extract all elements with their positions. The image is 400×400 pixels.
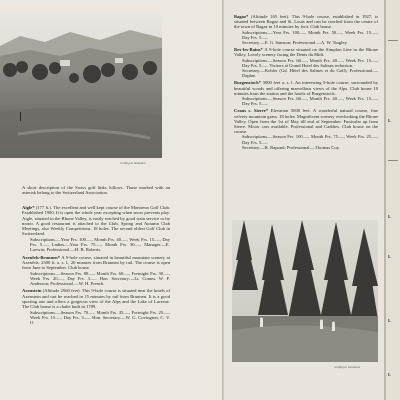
entry-name: Burgenstock*	[234, 80, 262, 86]
middle-page	[224, 0, 384, 400]
entry-desc: 3000 feet a. s. l. An interesting 9-hole course, surrounded by beautiful woods and offering marvellous views of the Alps. Club house 10 minutes from the station and the hotels of Burgenstock.	[234, 80, 378, 96]
entry-name: Axenstein	[22, 288, 42, 294]
photo-bottom-caption: Golfing at Lausanne	[334, 365, 361, 369]
entry-burgenstock	[234, 80, 378, 106]
entry-name: Crans s. Sierre*	[234, 108, 269, 114]
entry-subscription: Subscriptions.—Season Frs. 100.—, Month Frs. 75.—, Week Frs. 25.—, Day Frs. 5.—.	[242, 134, 378, 145]
entry-crans	[234, 108, 378, 150]
entry-secretary: Secretary.—E. G. Samson; Professional.—A. W. Tingley.	[242, 40, 348, 46]
photo-top-caption: Golfing at Samaden	[120, 161, 146, 165]
edge-letter: L	[388, 372, 392, 377]
intro-paragraph: A short description of the Swiss golf links follows. Those marked with an asterisk belong to the Switzerland Association.	[22, 185, 170, 196]
entry-name: Bex-les-Bains*	[234, 47, 263, 53]
entry-subscription: Subscriptions.—Season Frs. 60.—, Month Frs. 40.—, Week Frs. 15.—, Day Frs. 5.—. Visitors at Grand Hotel des Salines reduction.	[242, 57, 378, 68]
edge-letter: L	[388, 318, 392, 323]
edge-letter: L	[388, 254, 392, 259]
entry-subscription: Subscriptions.—Year Frs. 100.—, Month Frs. 50.—, Week Frs. 15.—, Day Frs. 5.—.	[242, 29, 378, 40]
edge-rule	[388, 40, 398, 41]
entry-secretary: Secretary.—R. Rapond; Professional.—Thomas Coy.	[242, 144, 340, 150]
entry-desc: Elevation 5000 feet. A wonderful natural course, fine velvety mountain grass. 18 holes. Magnificent scenery overlooking the Rhone Valley. Open from the 1st of May till end of September. Funicular up from Sierre. Motor cars available. Professional and Caddies. Club house on the course.	[234, 108, 378, 135]
entry-subscription: Subscriptions.—Year Frs. 100.—, Month Frs. 40.—, Week Frs. 15.—, Day Frs. 5.—, Ladies.—Year Frs. 75.—, Month Frs. 30.—. Manager.—E. Loewin; Professional.—H. B. Roberts.	[30, 236, 170, 253]
entry-desc: (177 ft.). The excellent and well kept course of the Montreux Golf Club. Established 1900. It is open the whole year excepting when snow prevents play. Aigle, situated in the Rhone Valley, is easily reached by good train service or by motor. A good restaurant is attached to the Club. Spring and Autumn Club Meetings, also Weekly Competitions. 18 holes. The second oldest Golf Club in Switzerland.	[22, 205, 170, 237]
entry-desc: (Altitude 2560 feet). This 9-hole course is situated near the hotels of Axenstein and can be reached in 15 minutes by rail from Brunnen. It is a good sporting one and offers a gorgeous view of the Alps and the Lake of Lucerne. The Club house is a chalet built in 1789.	[22, 288, 170, 310]
photo-golf-samaden	[0, 12, 162, 158]
right-entries	[234, 14, 378, 152]
edge-letter: L	[388, 214, 392, 219]
entry-aigle	[22, 205, 170, 253]
entry-axenfels	[22, 255, 170, 287]
intro-text	[22, 185, 170, 196]
right-edge-page	[386, 0, 400, 400]
entry-name: Aigle*	[22, 205, 35, 210]
entry-ragaz	[234, 14, 378, 45]
entry-desc: A 9-hole course, situated in beautiful mountain scenery at Axenfels, 2300 ft. a. s. l., 20 minutes from Brunnen by rail. The course is open from June to September. Club house.	[22, 254, 170, 271]
entry-name: Bagaz*	[234, 14, 249, 19]
entry-name: Axenfels-Brunnen*	[22, 254, 61, 260]
edge-letter: L	[388, 118, 392, 123]
entry-subscription: Subscriptions.—Season Frs. 70.—, Month Frs. 45.—, Fortnight Frs. 25.—, Week Frs. 15.—, Day Frs. 3.—. Hon. Secretary.—W. G. Covington, C. V. O.	[30, 309, 170, 326]
entry-subscription: Subscriptions.—Season Frs. 80.—, Month Frs. 60.—, Fortnight Frs. 30.—, Week Frs. 20.—, Day Frs. 3.—. Hon. Secretary.—Lt. Comm. W. F. Anderson; Professional.—W. H. French.	[30, 270, 170, 287]
left-entries	[22, 205, 170, 328]
entry-desc: (Altitude 165 feet). This 9-hole course, established in 1927, is situated between Ragaz and St. Louis and can be reached from the centre of the town of Ragaz in 10 minutes by foot. Club house.	[234, 14, 378, 30]
entry-desc: A 9-hole course situated on the Simplon Line in the Rhone Valley. Lovely scenery facing the Dents du Midi.	[234, 47, 378, 58]
edge-rule	[388, 160, 398, 161]
entry-subscription: Subscriptions.—Season Frs. 60.—, Month Frs. 40.—, Week Frs. 15.—, Day Frs. 5.—.	[242, 96, 378, 107]
entry-axenstein	[22, 288, 170, 325]
entry-secretary: Secretary.—Kohler (Gd. Hôtel des Salines et du Golf); Professional.—Daplae.	[242, 68, 378, 79]
entry-bex	[234, 47, 378, 78]
photo-golf-lausanne	[232, 220, 378, 362]
